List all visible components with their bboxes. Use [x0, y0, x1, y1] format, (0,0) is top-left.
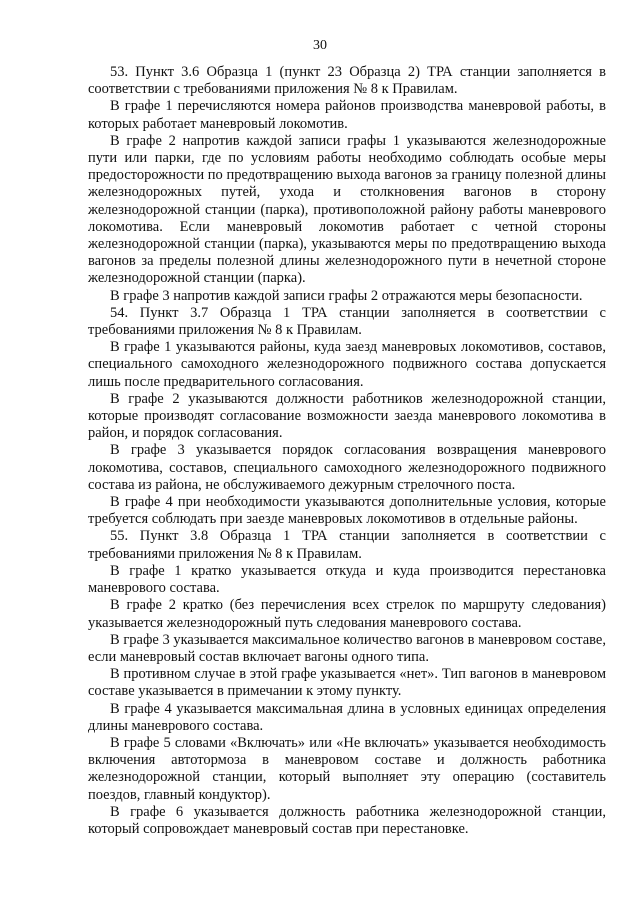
paragraph: В графе 4 при необходимости указываются дополнительные условия, которые требуется соблюдать при заезде маневровых локомотивов в отдельные районы. — [88, 494, 606, 528]
paragraph-54: 54. Пункт 3.7 Образца 1 ТРА станции заполняется в соответствии с требованиями приложения № 8 к Правилам. — [88, 304, 606, 339]
document-body — [88, 64, 606, 838]
paragraph: В графе 4 указывается максимальная длина в условных единицах определения длины маневрового состава. — [88, 700, 606, 734]
paragraph: В графе 2 указываются должности работников железнодорожной станции, которые производят согласование возможности заезда маневрового локомотива в район, и порядок согласования. — [88, 390, 606, 442]
paragraph: В графе 2 кратко (без перечисления всех стрелок по маршруту следования) указывается железнодорожный путь следования маневрового состава. — [88, 597, 606, 631]
paragraph: В графе 1 перечисляются номера районов производства маневровой работы, в которых работает маневровый локомотив. — [88, 98, 606, 132]
paragraph: В графе 3 указывается максимальное количество вагонов в маневровом составе, если маневровый состав включает вагоны одного типа. — [88, 631, 606, 665]
paragraph: В графе 6 указывается должность работника железнодорожной станции, который сопровождает маневровый состав при перестановке. — [88, 803, 606, 837]
paragraph: В противном случае в этой графе указывается «нет». Тип вагонов в маневровом составе указывается в примечании к этому пункту. — [88, 666, 606, 700]
paragraph: В графе 5 словами «Включать» или «Не включать» указывается необходимость включения автотормоза в маневровом составе и должность работника железнодорожной станции, который выполняет эту операцию (составитель поездов, главный кондуктор). — [88, 734, 606, 803]
paragraph: В графе 2 напротив каждой записи графы 1 указываются железнодорожные пути или парки, где по условиям работы необходимо соблюдать особые меры предосторожности по предотвращению выхода вагонов за границу полезной длины железнодорожных путей, ухода и столкновения вагонов в сторону железнодорожной станции (парка), противоположной району работы маневрового локомотива. Если маневровый локомотив работает с четной стороны железнодорожной станции (парка), указываются меры по предотвращению выхода вагонов за пределы полезной длины железнодорожного пути в нечетной стороне железнодорожной станции (парка). — [88, 132, 606, 287]
paragraph: В графе 1 кратко указывается откуда и куда производится перестановка маневрового состава. — [88, 562, 606, 597]
page-number: 30 — [313, 38, 327, 53]
paragraph: В графе 3 напротив каждой записи графы 2 отражаются меры безопасности. — [110, 287, 583, 304]
paragraph: В графе 3 указывается порядок согласования возвращения маневрового локомотива, составов, специального самоходного железнодорожного подвижного состава из района, не обслуживаемого дежурным стрелочного поста. — [88, 442, 606, 493]
paragraph-53: 53. Пункт 3.6 Образца 1 (пункт 23 Образца 2) ТРА станции заполняется в соответствии с требованиями приложения № 8 к Правилам. — [88, 64, 606, 98]
paragraph-55: 55. Пункт 3.8 Образца 1 ТРА станции заполняется в соответствии с требованиями приложения № 8 к Правилам. — [88, 528, 606, 562]
paragraph: В графе 1 указываются районы, куда заезд маневровых локомотивов, составов, специального самоходного железнодорожного подвижного состава допускается лишь после предварительного согласования. — [88, 339, 606, 390]
